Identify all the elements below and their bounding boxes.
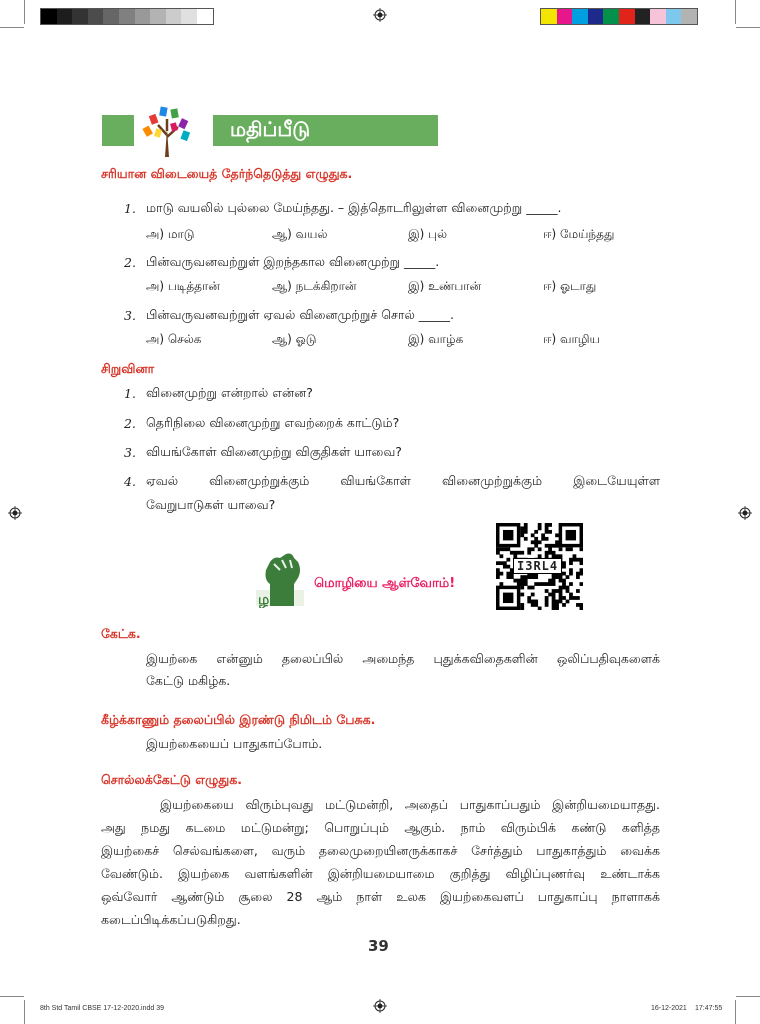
- grayscale-calibration-bar: [40, 8, 214, 25]
- mcq-heading: சரியான விடையைத் தேர்ந்தெடுத்து எழுதுக.: [101, 166, 353, 181]
- question-number: 1.: [124, 201, 136, 216]
- qr-code[interactable]: [496, 523, 583, 610]
- dictation-line: கடைப்பிடிக்கப்படுகிறது.: [101, 912, 241, 927]
- question-number: 3.: [124, 308, 136, 323]
- crop-mark: [24, 1000, 25, 1024]
- option: அ) மாடு: [146, 227, 195, 241]
- registration-mark-icon: [373, 8, 387, 22]
- question-number: 4.: [124, 474, 136, 489]
- calibration-swatch: [650, 9, 666, 24]
- tree-icon: [138, 101, 196, 159]
- calibration-swatch: [197, 9, 213, 24]
- raised-fist-icon: [254, 550, 308, 608]
- option: ஈ) மேய்ந்தது: [543, 227, 615, 241]
- question-number: 1.: [124, 386, 136, 401]
- crop-mark: [0, 996, 24, 997]
- listen-text-line2: கேட்டு மகிழ்க.: [146, 673, 231, 688]
- short-questions-heading: சிறுவினா: [101, 361, 155, 376]
- calibration-swatch: [572, 9, 588, 24]
- calibration-swatch: [103, 9, 119, 24]
- calibration-swatch: [57, 9, 73, 24]
- option: ஈ) வாழிய: [543, 332, 600, 346]
- listen-heading: கேட்க.: [101, 626, 141, 641]
- question-text: ஏவல் வினைமுற்றுக்கும் வியங்கோள் வினைமுற்றுக்கும் இடையேயுள்ள: [146, 473, 660, 488]
- crop-mark: [736, 27, 760, 28]
- calibration-swatch: [150, 9, 166, 24]
- page-title: மதிப்பீடு: [230, 117, 311, 141]
- calibration-swatch: [72, 9, 88, 24]
- calibration-swatch: [619, 9, 635, 24]
- calibration-swatch: [166, 9, 182, 24]
- page-number: 39: [368, 937, 389, 955]
- question-number: 2.: [124, 416, 136, 431]
- question-text: மாடு வயலில் புல்லை மேய்ந்தது. – இத்தொடரிலுள்ள வினைமுற்று _____.: [146, 200, 562, 215]
- option: ஆ) நடக்கிறான்: [272, 279, 357, 293]
- color-calibration-bar: [540, 8, 698, 25]
- option: ஆ) வயல்: [272, 227, 328, 241]
- calibration-swatch: [541, 9, 557, 24]
- footer-time: 17:47:55: [695, 1005, 723, 1012]
- footer-filename: 8th Std Tamil CBSE 17-12-2020.indd 39: [40, 1005, 165, 1012]
- option: ஈ) ஓடாது: [543, 279, 597, 293]
- question-number: 3.: [124, 445, 136, 460]
- registration-mark-icon: [8, 506, 22, 520]
- calibration-swatch: [635, 9, 651, 24]
- footer-date: 16-12-2021: [651, 1005, 687, 1012]
- calibration-swatch: [557, 9, 573, 24]
- calibration-swatch: [119, 9, 135, 24]
- heading-band-left: [102, 115, 134, 146]
- dictation-line: வேண்டும். இயற்கை வளங்களின் இன்றியமையாமை குறித்து விழிப்புணர்வு உண்டாக்க: [101, 866, 660, 881]
- option: அ) செல்க: [146, 332, 202, 346]
- question-text: பின்வருவனவற்றுள் ஏவல் வினைமுற்றுச் சொல் _____.: [146, 307, 455, 322]
- calibration-swatch: [681, 9, 697, 24]
- qr-code-label: I3RL4: [513, 558, 562, 574]
- option: இ) புல்: [408, 227, 448, 241]
- dictation-heading: சொல்லக்கேட்டு எழுதுக.: [101, 772, 242, 787]
- language-icon-letter: ழ: [258, 592, 270, 608]
- crop-mark: [736, 996, 760, 997]
- dictation-line: ஒவ்வோர் ஆண்டும் சூலை 28 ஆம் நாள் உலக இயற்கைவளப் பாதுகாப்பு நாளாகக்: [101, 889, 660, 904]
- language-label: மொழியை ஆள்வோம்!: [314, 576, 456, 591]
- question-text: தெரிநிலை வினைமுற்று எவற்றைக் காட்டும்?: [146, 415, 400, 430]
- calibration-swatch: [181, 9, 197, 24]
- speak-topic: இயற்கையைப் பாதுகாப்போம்.: [146, 736, 323, 751]
- question-number: 2.: [124, 255, 136, 270]
- question-text: பின்வருவனவற்றுள் இறந்தகால வினைமுற்று _____.: [146, 254, 440, 269]
- question-text-continued: வேறுபாடுகள் யாவை?: [146, 497, 276, 512]
- calibration-swatch: [666, 9, 682, 24]
- crop-mark: [735, 1000, 736, 1024]
- listen-text-line1: இயற்கை என்னும் தலைப்பில் அமைந்த புதுக்கவிதைகளின் ஒலிப்பதிவுகளைக்: [146, 651, 660, 666]
- registration-mark-icon: [373, 999, 387, 1013]
- crop-mark: [0, 27, 24, 28]
- calibration-swatch: [588, 9, 604, 24]
- crop-mark: [24, 0, 25, 24]
- dictation-line: அது நமது கடமை மட்டுமன்று; பொறுப்பும் ஆகும். நாம் விரும்பிக் கண்டு களித்த: [101, 820, 660, 835]
- registration-mark-icon: [738, 506, 752, 520]
- dictation-line: இயற்கையை விரும்புவது மட்டுமன்றி, அதைப் பாதுகாப்பதும் இன்றியமையாதது.: [160, 797, 660, 812]
- calibration-swatch: [135, 9, 151, 24]
- option: அ) படித்தான்: [146, 279, 220, 293]
- calibration-swatch: [41, 9, 57, 24]
- calibration-swatch: [88, 9, 104, 24]
- option: ஆ) ஓடு: [272, 332, 317, 346]
- option: இ) வாழ்க: [408, 332, 464, 346]
- calibration-swatch: [603, 9, 619, 24]
- question-text: வினைமுற்று என்றால் என்ன?: [146, 385, 313, 400]
- question-text: வியங்கோள் வினைமுற்று விகுதிகள் யாவை?: [146, 444, 402, 459]
- option: இ) உண்பான்: [408, 279, 482, 293]
- crop-mark: [735, 0, 736, 24]
- speak-heading: கீழ்க்காணும் தலைப்பில் இரண்டு நிமிடம் பேசுக.: [101, 712, 376, 727]
- dictation-line: இயற்கைச் செல்வங்களை, வரும் தலைமுறையினருக்காகச் சேர்த்தும் பாதுகாத்தும் வைக்க: [101, 843, 660, 858]
